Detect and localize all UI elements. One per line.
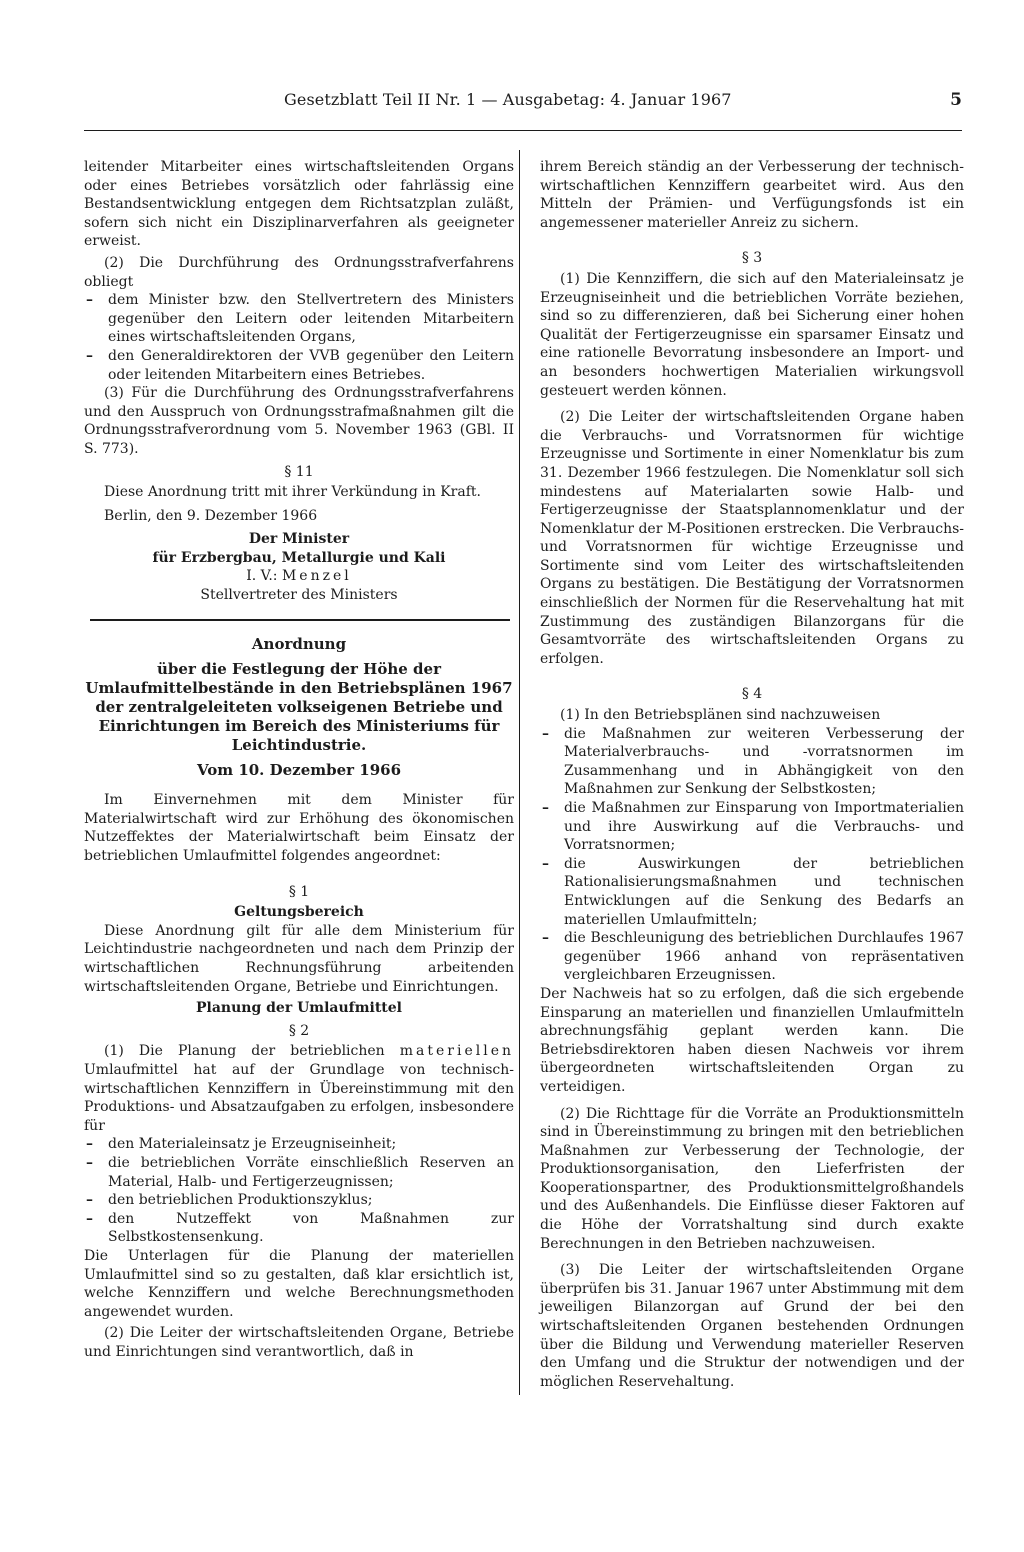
- section-4-heading: § 4: [741, 686, 763, 703]
- list-item: – dem Minister bzw. den Stellvertretern des Ministers gegenüber den Leitern oder leitenden Mitarbeitern eines wirtschaftsleitenden Organs,: [84, 291, 514, 347]
- page-number: 5: [950, 90, 962, 110]
- section-2-p1-spaced: materiellen: [399, 1043, 515, 1060]
- list-item: – die Maßnahmen zur Einsparung von Importmaterialien und ihre Auswirkung auf die Verbrauchs- und Vorratsnormen;: [540, 799, 964, 855]
- place-date: Berlin, den 9. Dezember 1966: [104, 507, 318, 524]
- section-4-paragraph-2: (2) Die Richttage für die Vorräte an Produktionsmitteln sind in Übereinstimmung zu bringen mit den betrieblichen Maßnahmen zur Verbesserung der Technologie, der Produktionsorganisation, den Lieferfristen der Kooperationspartner, des Produktionsmittelgroßhandels und des Außenhandels. Die Einflüsse dieser Faktoren auf die Höhe der Vorratshaltung sind durch exakte Berechnungen in den Betrieben nachzuweisen.: [540, 1105, 964, 1252]
- continued-paragraph: leitender Mitarbeiter eines wirtschaftsleitenden Organs oder eines Betriebes vorsätzlich oder fahrlässig eine Bestandsentwicklung entgegen dem Richtsatzplan zuläßt, sofern sich nicht ein Disziplinarverfahren als geeigneter erweist.: [84, 159, 514, 250]
- section-2-p1-end: Umlaufmittel hat auf der Grundlage von technisch-wirtschaftlichen Kennziffern in Übereinstimmung mit den Produktions- und Absatzaufgaben zu erfolgen, insbesondere für: [84, 1061, 514, 1134]
- signature-title: Der Minister: [248, 531, 350, 548]
- section-rule: [90, 619, 510, 621]
- section-2-paragraph-2: (2) Die Leiter der wirtschaftsleitenden Organe, Betriebe und Einrichtungen sind verantwortlich, daß in: [84, 1325, 514, 1360]
- list-item: – die betrieblichen Vorräte einschließlich Reserven an Material, Halb- und Fertigerzeugnissen;: [84, 1154, 514, 1191]
- section-1-heading: § 1: [288, 883, 310, 900]
- right-column: [540, 158, 964, 1391]
- signature-iv: I. V.:: [246, 568, 278, 585]
- list-item: – den Nutzeffekt von Maßnahmen zur Selbstkostensenkung.: [84, 1210, 514, 1247]
- list-item: – die Auswirkungen der betrieblichen Rationalisierungsmaßnahmen und technischen Entwicklungen auf die Senkung des Bedarfs an materiellen Umlaufmitteln;: [540, 855, 964, 929]
- list-item: – den Generaldirektoren der VVB gegenüber den Leitern oder leitenden Mitarbeitern eines Betriebes.: [84, 347, 514, 384]
- planning-title: Planung der Umlaufmittel: [196, 1000, 402, 1017]
- section-3-paragraph-2: (2) Die Leiter der wirtschaftsleitenden Organe haben die Verbrauchs- und Vorratsnormen für wichtige Erzeugnisse und Sortimente in einer Nomenklatur bis zum 31. Dezember 1966 festzulegen. Die Nomenklatur soll sich mindestens auf Materialarten sowie Halb- und Fertigerzeugnisse der Staatsplannomenklatur und der Nomenklatur der M-Positionen erstrecken. Die Verbrauchs- und Vorratsnormen für wichtige Erzeugnisse und Sortimente sind vom Leiter des wirtschaftsleitenden Organs zu bestätigen. Die Bestätigung der Vorratsnormen einschließlich der Normen für die Reservehaltung hat mit Zustimmung des zuständigen Bilanzorgans für die Gesamtvorräte des wirtschaftsleitenden Organs zu erfolgen.: [540, 409, 964, 667]
- signature-role: Stellvertreter des Ministers: [200, 587, 398, 604]
- section-2-p1-start: (1) Die Planung der betrieblichen: [104, 1043, 385, 1060]
- section-2-paragraph-1: [84, 1042, 514, 1135]
- list-item: – den betrieblichen Produktionszyklus;: [84, 1191, 514, 1210]
- section-2-after-list: Die Unterlagen für die Planung der materiellen Umlaufmittel sind so zu gestalten, daß klar ersichtlich ist, welche Kennziffern und welche Berechnungsmethoden angewendet wurden.: [84, 1247, 514, 1320]
- section-11-text: Diese Anordnung tritt mit ihrer Verkündung in Kraft.: [104, 484, 481, 501]
- paragraph-2-intro: (2) Die Durchführung des Ordnungsstrafverfahrens obliegt: [84, 254, 514, 290]
- column-divider: [519, 150, 520, 1395]
- paragraph-2-list: [84, 291, 514, 384]
- section-4-list: [540, 725, 964, 985]
- left-column: [84, 158, 514, 1361]
- regulation-subtitle: über die Festlegung der Höhe der Umlaufmittelbestände in den Betriebsplänen 1967 der zentralgeleiteten volkseigenen Betriebe und Einrichtungen im Bereich des Ministeriums für Leichtindustrie.: [85, 659, 513, 754]
- list-item: – die Beschleunigung des betrieblichen Durchlaufes 1967 gegenüber 1966 anhand von repräsentativen vergleichbaren Erzeugnissen.: [540, 929, 964, 985]
- list-item: – die Maßnahmen zur weiteren Verbesserung der Materialverbrauchs- und -vorratsnormen im Zusammenhang und in Abhängigkeit von den Maßnahmen zur Senkung der Selbstkosten;: [540, 725, 964, 799]
- section-3-heading: § 3: [741, 250, 763, 267]
- regulation-title: Anordnung: [251, 634, 347, 653]
- signature-name-line: [84, 567, 514, 586]
- section-3-paragraph-1: (1) Die Kennziffern, die sich auf den Materialeinsatz je Erzeugniseinheit und die betrieblichen Vorräte beziehen, sind so zu differenzieren, daß bei Sicherung einer hohen Qualität der Fertigerzeugnisse ein sparsamer Einsatz und eine rationelle Bevorratung insbesondere an Import- und an besonders hochwertigen Materialien wirkungsvoll gesteuert werden können.: [540, 270, 964, 399]
- continued-paragraph: ihrem Bereich ständig an der Verbesserung der technisch-wirtschaftlichen Kennziffern gearbeitet wird. Aus den Mitteln der Prämien- und Verfügungsfonds ist ein angemessener materieller Anreiz zu sichern.: [540, 159, 964, 231]
- signature-name: Menzel: [281, 568, 352, 585]
- header-rule: [84, 130, 962, 131]
- section-1-title: Geltungsbereich: [234, 904, 364, 921]
- header-title: Gesetzblatt Teil II Nr. 1 — Ausgabetag: 4. Januar 1967: [284, 90, 732, 109]
- page-header: [84, 90, 962, 114]
- section-1-text: Diese Anordnung gilt für alle dem Ministerium für Leichtindustrie nachgeordneten und nach dem Prinzip der wirtschaftlichen Rechnungsführung arbeitenden wirtschaftsleitenden Organe, Betriebe und Einrichtungen.: [84, 922, 514, 995]
- signature-ministry: für Erzbergbau, Metallurgie und Kali: [152, 549, 446, 566]
- section-4-paragraph-3: (3) Die Leiter der wirtschaftsleitenden Organe überprüfen bis 31. Januar 1967 unter Abstimmung mit dem jeweiligen Bilanzorgan auf Grund der bei den wirtschaftsleitenden Organen bestehenden Ordnungen über die Bildung und Verwendung materieller Reserven den Umfang und die Struktur der notwendigen und der möglichen Reservehaltung.: [540, 1262, 964, 1390]
- section-2-heading: § 2: [288, 1022, 310, 1039]
- section-4-after-list: Der Nachweis hat so zu erfolgen, daß die sich ergebende Einsparung an materiellen und finanziellen Umlaufmitteln abrechnungsfähig geplant werden kann. Die Betriebsdirektoren haben diesen Nachweis vor ihrem übergeordneten wirtschaftsleitenden Organ zu verteidigen.: [540, 985, 964, 1095]
- section-2-list: [84, 1135, 514, 1247]
- list-item: – den Materialeinsatz je Erzeugniseinheit;: [84, 1135, 514, 1154]
- preamble: Im Einvernehmen mit dem Minister für Materialwirtschaft wird zur Erhöhung des ökonomischen Nutzeffektes der Materialwirtschaft beim Einsatz der betrieblichen Umlaufmittel folgendes angeordnet:: [84, 792, 514, 865]
- section-11-heading: § 11: [284, 463, 314, 480]
- section-4-paragraph-1-intro: (1) In den Betriebsplänen sind nachzuweisen: [560, 707, 881, 724]
- paragraph-3: (3) Für die Durchführung des Ordnungsstrafverfahrens und den Ausspruch von Ordnungsstrafmaßnahmen gilt die Ordnungsstrafverordnung vom 5. November 1963 (GBl. II S. 773).: [84, 385, 514, 457]
- regulation-date: Vom 10. Dezember 1966: [196, 760, 402, 779]
